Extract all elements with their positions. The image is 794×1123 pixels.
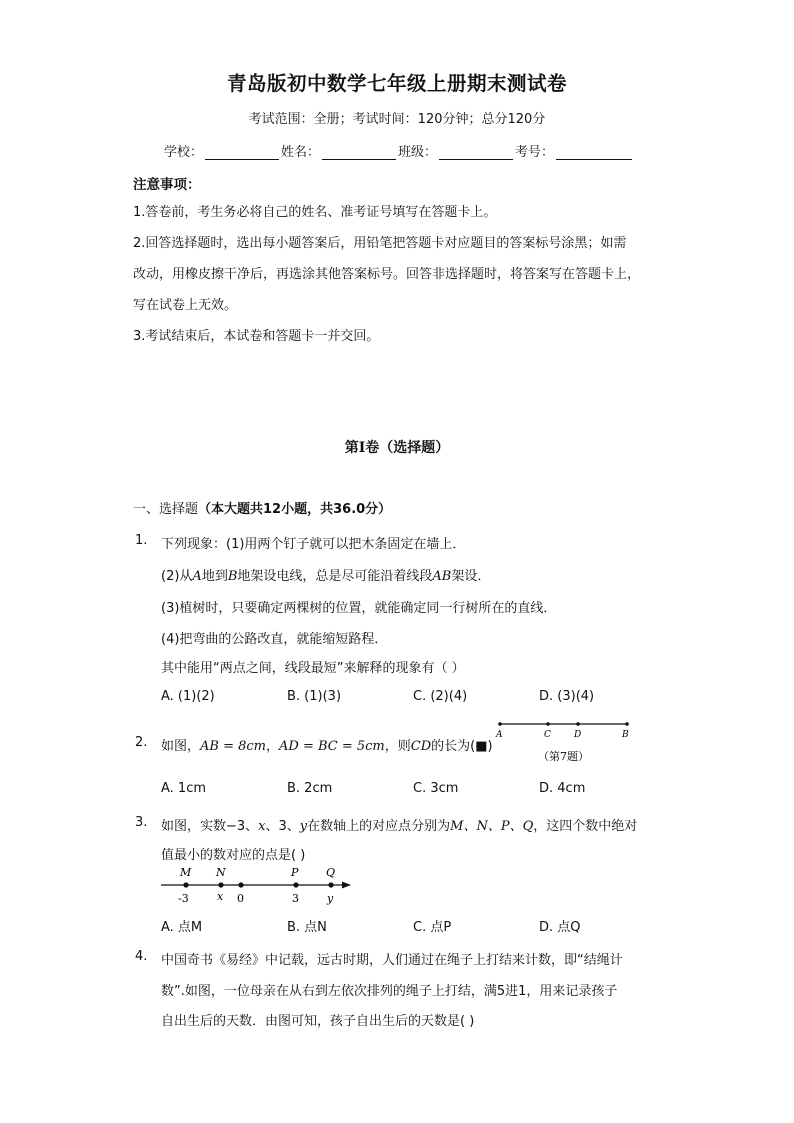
q2-number: 2.	[135, 735, 148, 750]
q4-number: 4.	[135, 949, 148, 964]
q4-line-1: 中国奇书《易经》中记载，远古时期，人们通过在绳子上打结来计数，即“结绳计	[161, 953, 623, 968]
notice-title: 注意事项：	[133, 177, 201, 193]
q3-line-1: 如图，实数−3、x、3、y在数轴上的对应点分别为M、N、P、Q，这四个数中绝对	[161, 819, 638, 834]
q2-option-b[interactable]: B. 2cm	[287, 781, 333, 796]
q1-option-c[interactable]: C. (2)(4)	[413, 689, 468, 704]
label-y: y	[327, 892, 334, 905]
point-n	[218, 882, 223, 887]
exam-number-label: 考号：	[515, 145, 555, 160]
q3-option-a[interactable]: A. 点M	[161, 920, 203, 935]
name-blank[interactable]	[322, 145, 396, 160]
label-q: Q	[326, 866, 336, 879]
figure-caption: （第7题）	[538, 750, 589, 763]
point-b	[625, 722, 629, 726]
exam-subtitle: 考试范围：全册；考试时间：120分钟；总分120分	[248, 112, 546, 127]
label-c: C	[544, 730, 551, 740]
q1-line-5: 其中能用“两点之间，线段最短”来解释的现象有（ ）	[161, 661, 465, 676]
school-label: 学校：	[164, 145, 204, 160]
name-label: 姓名：	[281, 145, 321, 160]
q2-option-a[interactable]: A. 1cm	[161, 781, 207, 796]
student-info-row	[164, 141, 634, 160]
notice-item-2-line-3: 写在试卷上无效。	[133, 298, 238, 313]
q1-number: 1.	[135, 533, 148, 548]
class-blank[interactable]	[439, 145, 513, 160]
point-c	[546, 722, 550, 726]
section-title: 第Ⅰ卷（选择题）	[344, 440, 450, 456]
q3-number-line	[155, 862, 360, 907]
notice-item-1: 1.答卷前，考生务必将自己的姓名、准考证号填写在答题卡上。	[133, 205, 497, 220]
label-p: P	[291, 866, 299, 879]
q3-option-d[interactable]: D. 点Q	[539, 920, 581, 935]
q1-line-2: (2)从A地到B地架设电线，总是尽可能沿着线段AB架设．	[161, 569, 491, 584]
q2-text: 如图，AB = 8cm，AD = BC = 5cm，则CD的长为(■)	[161, 739, 493, 754]
label-zero: 0	[237, 892, 244, 905]
point-m	[183, 882, 188, 887]
part-title	[133, 498, 391, 517]
q4-line-2: 数”.如图，一位母亲在从右到左依次排列的绳子上打结，满5进1，用来记录孩子	[161, 984, 618, 999]
q1-line-4: (4)把弯曲的公路改直，就能缩短路程．	[161, 632, 388, 647]
exam-number-blank[interactable]	[556, 145, 632, 160]
q2-option-d[interactable]: D. 4cm	[539, 781, 586, 796]
exam-title: 青岛版初中数学七年级上册期末测试卷	[226, 72, 567, 95]
label-x: x	[217, 890, 224, 903]
q2-segment-figure	[490, 715, 640, 770]
point-p	[293, 882, 298, 887]
q1-option-d[interactable]: D. (3)(4)	[539, 689, 595, 704]
q3-number: 3.	[135, 815, 148, 830]
class-label: 班级：	[398, 145, 438, 160]
school-blank[interactable]	[205, 145, 279, 160]
label-neg3: -3	[178, 892, 189, 905]
point-origin	[238, 882, 243, 887]
axis-arrow-icon	[342, 882, 351, 889]
part-detail: （本大题共12小题，共36.0分）	[198, 502, 392, 517]
notice-item-3: 3.考试结束后，本试卷和答题卡一并交回。	[133, 329, 380, 344]
label-b: B	[622, 730, 629, 740]
point-d	[576, 722, 580, 726]
q1-option-a[interactable]: A. (1)(2)	[161, 689, 215, 704]
q3-option-c[interactable]: C. 点P	[413, 920, 452, 935]
point-a	[498, 722, 502, 726]
label-n: N	[216, 866, 226, 879]
notice-item-2-line-2: 改动，用橡皮擦干净后，再选涂其他答案标号。回答非选择题时，将答案写在答题卡上，	[133, 267, 641, 282]
label-a: A	[496, 730, 503, 740]
q3-line-2: 值最小的数对应的点是( )	[161, 848, 306, 863]
q4-line-3: 自出生后的天数．由图可知，孩子自出生后的天数是( )	[161, 1014, 475, 1029]
label-three: 3	[292, 892, 299, 905]
point-q	[328, 882, 333, 887]
q3-option-b[interactable]: B. 点N	[287, 920, 327, 935]
q1-line-3: (3)植树时，只要确定两棵树的位置，就能确定同一行树所在的直线．	[161, 601, 557, 616]
q1-line-1: 下列现象：(1)用两个钉子就可以把木条固定在墙上．	[161, 537, 466, 552]
label-d: D	[574, 730, 582, 740]
notice-item-2-line-1: 2.回答选择题时，选出每小题答案后，用铅笔把答题卡对应题目的答案标号涂黑；如需	[133, 236, 627, 251]
label-m: M	[180, 866, 192, 879]
q2-option-c[interactable]: C. 3cm	[413, 781, 459, 796]
q1-option-b[interactable]: B. (1)(3)	[287, 689, 342, 704]
part-prefix: 一、选择题	[133, 502, 199, 517]
